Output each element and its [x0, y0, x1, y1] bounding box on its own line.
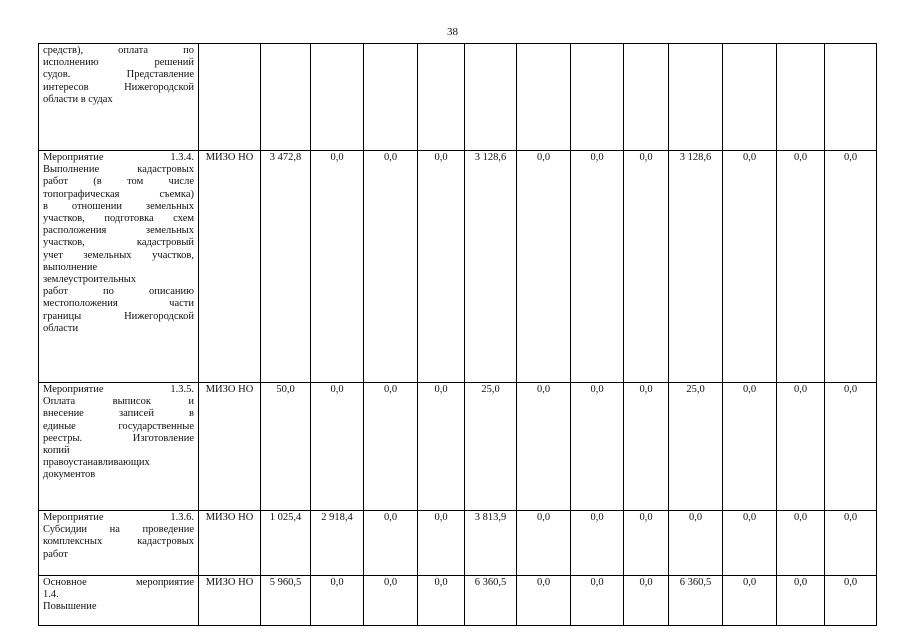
description-line: интересов Нижегородской [43, 81, 194, 93]
description-line: Выполнение кадастровых [43, 164, 194, 176]
funding-value-cell [777, 44, 825, 151]
description-line: реестры. Изготовление [43, 432, 194, 444]
funding-value-cell: 25,0 [465, 383, 517, 511]
funding-value-cell: 0,0 [517, 151, 571, 383]
funding-value-cell [311, 44, 364, 151]
description-line: местоположения части [43, 298, 194, 310]
description-line: области в судах [43, 93, 113, 105]
funding-value-cell: 0,0 [517, 511, 571, 576]
funding-value-cell: 0,0 [571, 511, 624, 576]
funding-value-cell: 0,0 [311, 383, 364, 511]
funding-value-cell: 0,0 [418, 383, 465, 511]
funding-value-cell: 0,0 [723, 576, 777, 626]
funding-value-cell: 0,0 [723, 383, 777, 511]
table-row [39, 511, 877, 576]
funding-value-cell: 0,0 [364, 511, 418, 576]
executor-cell: МИЗО НО [199, 511, 261, 576]
page-number: 38 [447, 26, 458, 38]
table-row [39, 44, 877, 151]
funding-value-cell: 0,0 [777, 151, 825, 383]
measure-description-cell [39, 151, 199, 383]
description-line: учет земельных участков, [43, 249, 194, 261]
table-row [39, 151, 877, 383]
funding-value-cell: 0,0 [624, 151, 669, 383]
funding-value-cell: 6 360,5 [669, 576, 723, 626]
funding-value-cell: 6 360,5 [465, 576, 517, 626]
funding-value-cell: 3 813,9 [465, 511, 517, 576]
funding-value-cell: 0,0 [311, 151, 364, 383]
executor-cell: МИЗО НО [199, 383, 261, 511]
funding-value-cell [465, 44, 517, 151]
funding-value-cell: 3 128,6 [465, 151, 517, 383]
description-line: Мероприятие 1.3.4. [43, 152, 194, 163]
funding-value-cell: 0,0 [777, 576, 825, 626]
funding-value-cell: 2 918,4 [311, 511, 364, 576]
description-line: внесение записей в [43, 408, 194, 420]
executor-cell [199, 44, 261, 151]
funding-value-cell: 0,0 [517, 576, 571, 626]
executor-cell: МИЗО НО [199, 151, 261, 383]
funding-value-cell [418, 44, 465, 151]
description-line: работ [43, 548, 68, 560]
funding-value-cell: 25,0 [669, 383, 723, 511]
funding-value-cell: 0,0 [624, 383, 669, 511]
funding-value-cell: 0,0 [624, 511, 669, 576]
funding-value-cell: 0,0 [825, 151, 877, 383]
funding-value-cell [261, 44, 311, 151]
funding-value-cell: 0,0 [517, 383, 571, 511]
description-line: топографическая съемка) [43, 188, 194, 200]
funding-value-cell: 0,0 [571, 151, 624, 383]
funding-value-cell: 0,0 [825, 383, 877, 511]
funding-value-cell [517, 44, 571, 151]
funding-value-cell [825, 44, 877, 151]
funding-value-cell: 0,0 [364, 151, 418, 383]
description-line: судов. Представление [43, 69, 194, 81]
description-line: копий [43, 445, 70, 457]
description-line: расположения земельных [43, 225, 194, 237]
funding-value-cell: 0,0 [777, 511, 825, 576]
description-line: Повышение [43, 601, 97, 613]
description-line: средств), оплата по [43, 45, 194, 56]
funding-value-cell: 0,0 [723, 151, 777, 383]
funding-value-cell [669, 44, 723, 151]
funding-value-cell: 0,0 [825, 576, 877, 626]
funding-value-cell: 0,0 [777, 383, 825, 511]
funding-value-cell: 3 472,8 [261, 151, 311, 383]
description-line: документов [43, 469, 96, 481]
budget-table [38, 43, 877, 626]
measure-description-cell [39, 511, 199, 576]
funding-value-cell: 0,0 [418, 511, 465, 576]
measure-description-cell [39, 576, 199, 626]
funding-value-cell: 1 025,4 [261, 511, 311, 576]
table-row [39, 576, 877, 626]
description-line: Мероприятие 1.3.6. [43, 512, 194, 523]
description-line: 1.4. [43, 589, 59, 601]
description-line: комплексных кадастровых [43, 536, 194, 548]
funding-value-cell: 0,0 [825, 511, 877, 576]
funding-value-cell: 0,0 [418, 151, 465, 383]
description-line: в отношении земельных [43, 200, 194, 212]
description-line: землеустроительных [43, 274, 137, 286]
description-line: работ по описанию [43, 286, 194, 298]
funding-value-cell: 3 128,6 [669, 151, 723, 383]
funding-value-cell: 0,0 [571, 383, 624, 511]
description-line: Оплата выписок и [43, 396, 194, 408]
executor-cell: МИЗО НО [199, 576, 261, 626]
description-line: Основное мероприятие [43, 577, 194, 588]
funding-value-cell: 0,0 [311, 576, 364, 626]
description-line: границы Нижегородской [43, 310, 194, 322]
funding-value-cell: 0,0 [571, 576, 624, 626]
funding-value-cell: 0,0 [669, 511, 723, 576]
measure-description-cell [39, 44, 199, 151]
measure-description-cell [39, 383, 199, 511]
description-line: Субсидии на проведение [43, 524, 194, 536]
funding-value-cell: 0,0 [624, 576, 669, 626]
funding-value-cell: 5 960,5 [261, 576, 311, 626]
funding-value-cell: 0,0 [723, 511, 777, 576]
funding-value-cell: 50,0 [261, 383, 311, 511]
funding-value-cell [723, 44, 777, 151]
description-line: участков, подготовка схем [43, 213, 194, 225]
funding-value-cell: 0,0 [418, 576, 465, 626]
table-row [39, 383, 877, 511]
description-line: Мероприятие 1.3.5. [43, 384, 194, 395]
description-line: области [43, 322, 79, 334]
description-line: выполнение [43, 261, 98, 273]
funding-value-cell [571, 44, 624, 151]
description-line: единые государственные [43, 420, 194, 432]
description-line: исполнению решений [43, 57, 194, 69]
description-line: участков, кадастровый [43, 237, 194, 249]
description-line: работ (в том числе [43, 176, 194, 188]
funding-value-cell [624, 44, 669, 151]
funding-value-cell: 0,0 [364, 576, 418, 626]
description-line: правоустанавливающих [43, 457, 150, 469]
funding-value-cell [364, 44, 418, 151]
funding-value-cell: 0,0 [364, 383, 418, 511]
